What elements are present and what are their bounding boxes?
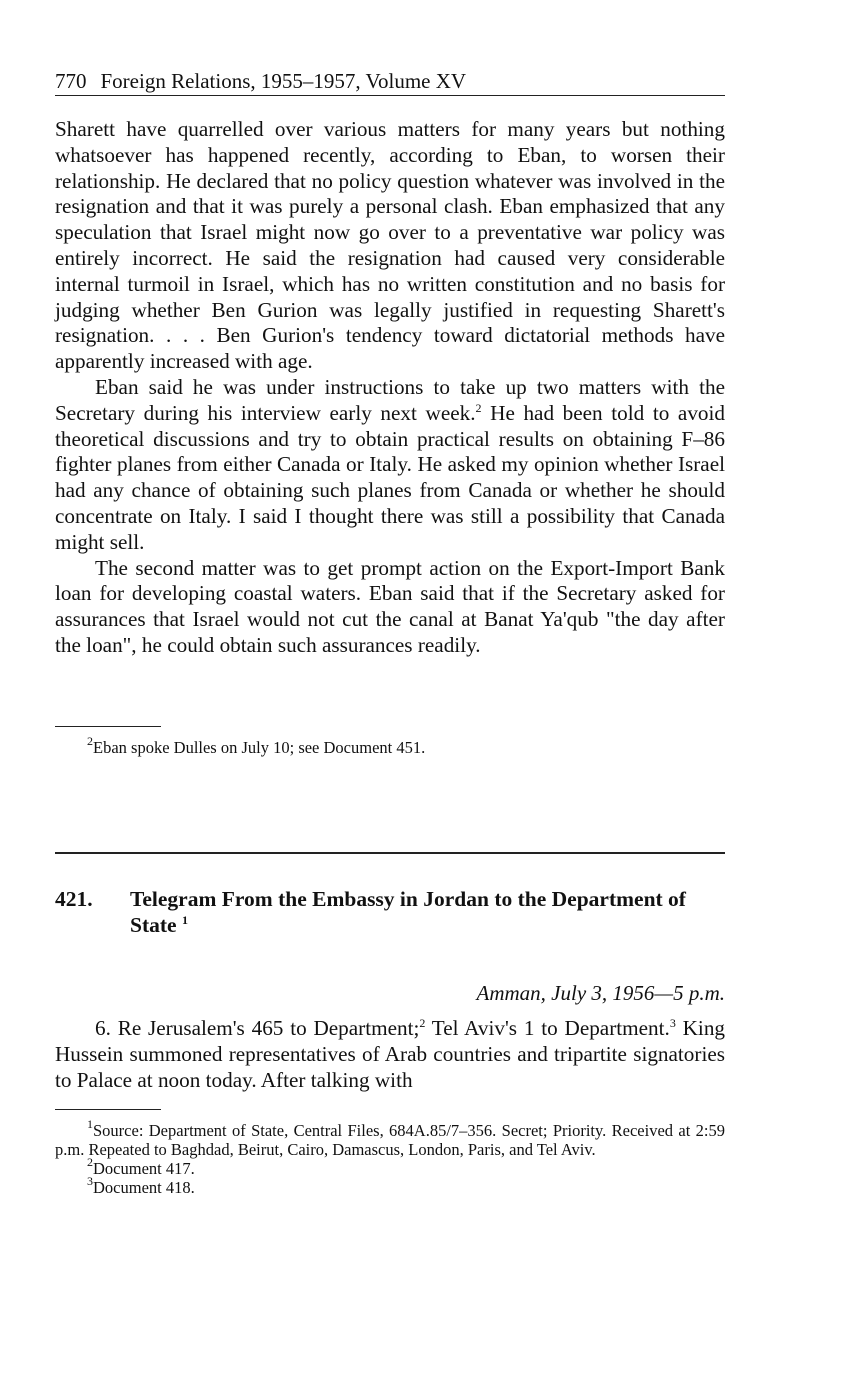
- telegram-text: [55, 1016, 725, 1093]
- running-title: Foreign Relations, 1955–1957, Volume XV: [100, 69, 467, 93]
- footnote-marker: 3: [87, 1174, 93, 1188]
- footnote-text: Document 417.: [93, 1159, 195, 1178]
- document-title: Telegram From the Embassy in Jordan to the Department of State: [130, 887, 686, 937]
- main-text: [55, 117, 725, 659]
- paragraph-text: Tel Aviv's 1 to Department.: [425, 1016, 670, 1040]
- footnote-divider: [55, 726, 161, 727]
- document-title-wrap: [130, 886, 725, 938]
- footnote-text: Eban spoke Dulles on July 10; see Document 451.: [93, 738, 426, 757]
- footnote-marker: 1: [87, 1117, 93, 1131]
- footnote-item: [55, 734, 725, 757]
- paragraph-eban-instructions: [55, 375, 725, 556]
- running-header: [55, 68, 725, 96]
- paragraph-text: He had been told to avoid theoretical discussions and try to obtain practical results on obtaining F–86 fighter planes from either Canada or Italy. He asked my opinion whether Israel had any chance of obtaining such planes from Canada or whether he should concentrate on Italy. I said I thought there was still a possibility that Canada might sell.: [55, 400, 725, 554]
- page-number: 770: [55, 69, 87, 93]
- footnote-item: [55, 1117, 725, 1159]
- footnote-item: [55, 1155, 725, 1178]
- paragraph-text: Eban said he was under instructions to take up two matters with the Secretary during his interview early next week.: [55, 374, 725, 425]
- document-heading: [55, 886, 725, 938]
- paragraph-text: King Hussein summoned representatives of Arab countries and tripartite signatories to Palace at noon today. After talking with: [55, 1016, 726, 1092]
- paragraph-export-import: The second matter was to get prompt action on the Export-Import Bank loan for developing coastal waters. Eban said that if the Secretary asked for assurances that Israel would not cut the canal at Banat Ya'qub "the day after the loan", he could obtain such assurances readily.: [55, 555, 725, 657]
- footnote-block: [55, 1117, 725, 1197]
- document-number: 421.: [55, 887, 93, 911]
- paragraph-continued: Sharett have quarrelled over various matters for many years but nothing whatsoever has happened recently, according to Eban, to worsen their relationship. He declared that no policy question whatever was involved in the resignation and that it was purely a personal clash. Eban emphasized that any speculation that Israel might now go over to a preventative war policy was entirely incorrect. He said the resignation had caused very considerable internal turmoil in Israel, which has no written constitution and no basis for judging whether Ben Gurion was legally justified in requesting Sharett's resignation. . . . Ben Gurion's tendency toward dictatorial methods have apparently increased with age.: [55, 117, 725, 374]
- paragraph-text: 6. Re Jerusalem's 465 to Department;: [95, 1016, 420, 1040]
- footnote-text: Document 418.: [93, 1178, 195, 1197]
- footnote-ref: 2: [419, 1016, 426, 1030]
- footnote-divider: [55, 1109, 161, 1110]
- footnote-ref: 3: [669, 1016, 676, 1030]
- telegram-paragraph: [55, 1016, 725, 1093]
- footnote-block: [55, 734, 725, 757]
- dateline: Amman, July 3, 1956—5 p.m.: [476, 981, 725, 1005]
- footnote-item: [55, 1174, 725, 1197]
- footnote-ref: 2: [475, 400, 482, 415]
- footnote-ref: 1: [181, 913, 188, 927]
- section-divider: [55, 852, 725, 854]
- footnote-marker: 2: [87, 1155, 93, 1169]
- footnote-marker: 2: [87, 734, 93, 748]
- footnote-text: Source: Department of State, Central Files, 684A.85/7–356. Secret; Priority. Received at 2:59 p.m. Repeated to Baghdad, Beirut, Cairo, Damascus, London, Paris, and Tel Aviv.: [55, 1121, 725, 1159]
